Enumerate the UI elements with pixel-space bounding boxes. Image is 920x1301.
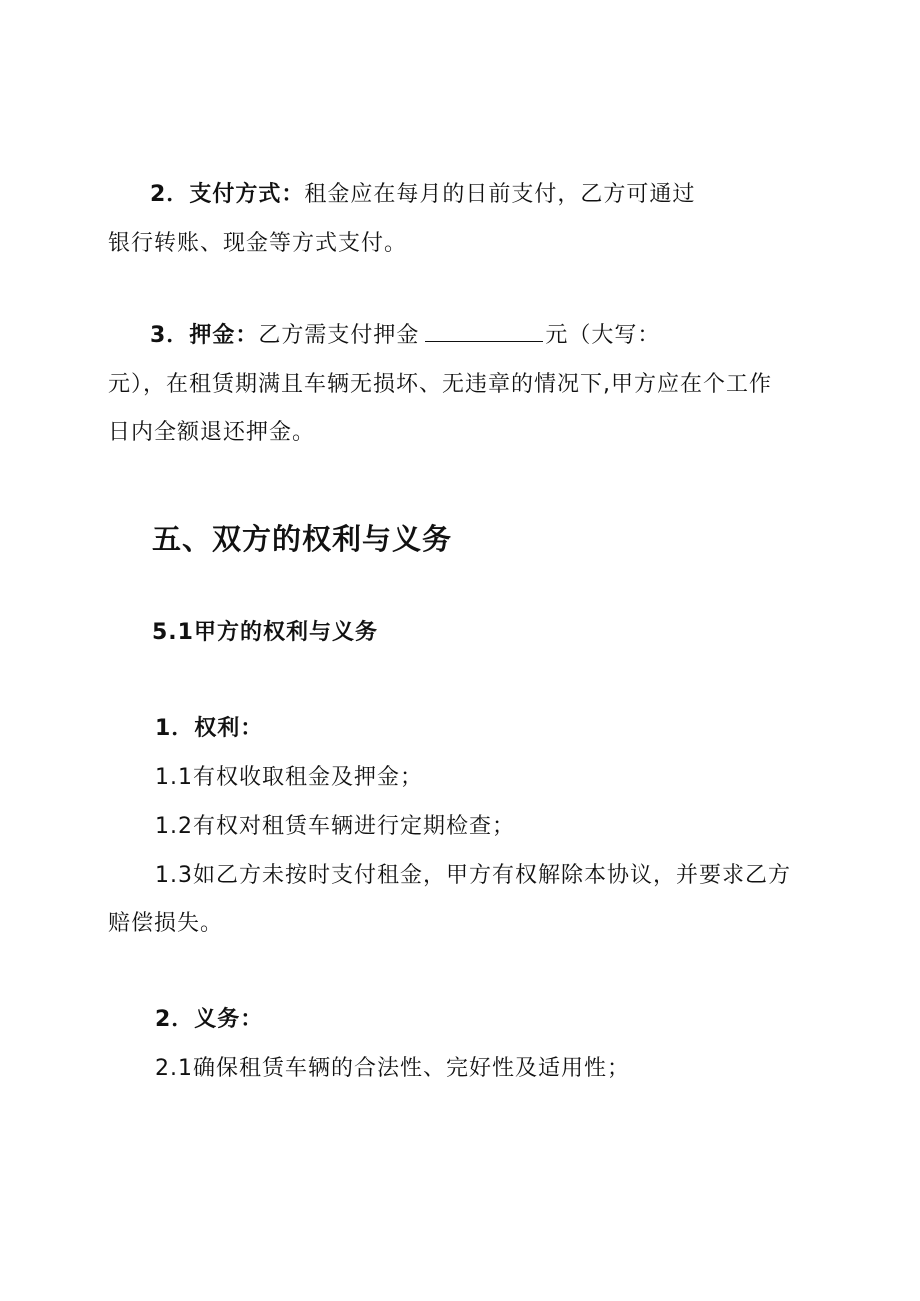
payment-clause-line-2 xyxy=(108,229,407,259)
deposit-clause-line-2 xyxy=(108,370,772,400)
rights-item-1-3-text-1: 1.3如乙方未按时支付租金，甲方有权解除本协议，并要求乙方 xyxy=(155,863,791,888)
deposit-clause-line-1 xyxy=(150,321,660,351)
deposit-text-before-blank: 乙方需支付押金 xyxy=(258,323,420,348)
payment-title: 支付方式： xyxy=(189,182,305,207)
deposit-clause-line-3 xyxy=(108,418,315,448)
rights-item-1-3-text-2: 赔偿损失。 xyxy=(108,911,224,936)
rights-heading xyxy=(155,714,263,744)
payment-number: 2． xyxy=(150,182,190,207)
rights-item-1-3-line-1 xyxy=(155,861,791,891)
rights-item-1-1 xyxy=(155,763,423,793)
obligations-heading xyxy=(155,1005,263,1035)
deposit-text-3: 日内全额退还押金。 xyxy=(108,420,316,445)
section-heading-text: 五、双方的权利与义务 xyxy=(152,522,453,556)
payment-text-1: 租金应在每月的日前支付，乙方可通过 xyxy=(304,182,696,207)
subsection-heading-text: 5.1甲方的权利与义务 xyxy=(152,620,378,645)
rights-item-1-3-line-2 xyxy=(108,909,223,939)
deposit-amount-blank xyxy=(425,321,543,342)
section-heading xyxy=(152,520,452,558)
obligations-item-2-1-text: 2.1确保租赁车辆的合法性、完好性及适用性； xyxy=(155,1056,630,1081)
rights-heading-text: 1．权利： xyxy=(155,716,264,741)
rights-item-1-2-text: 1.2有权对租赁车辆进行定期检查； xyxy=(155,814,515,839)
obligations-heading-text: 2．义务： xyxy=(155,1007,264,1032)
rights-item-1-1-text: 1.1有权收取租金及押金； xyxy=(155,765,423,790)
rights-item-1-2 xyxy=(155,812,515,842)
deposit-text-after-blank: 元（大写： xyxy=(545,323,661,348)
obligations-item-2-1 xyxy=(155,1054,630,1084)
deposit-title: 押金： xyxy=(189,323,259,348)
deposit-number: 3． xyxy=(150,323,190,348)
deposit-text-2: 元），在租赁期满且车辆无损坏、无违章的情况下,甲方应在个工作 xyxy=(108,372,772,397)
payment-text-2: 银行转账、现金等方式支付。 xyxy=(108,231,408,256)
payment-clause-line-1 xyxy=(150,180,695,210)
subsection-heading xyxy=(152,618,378,648)
